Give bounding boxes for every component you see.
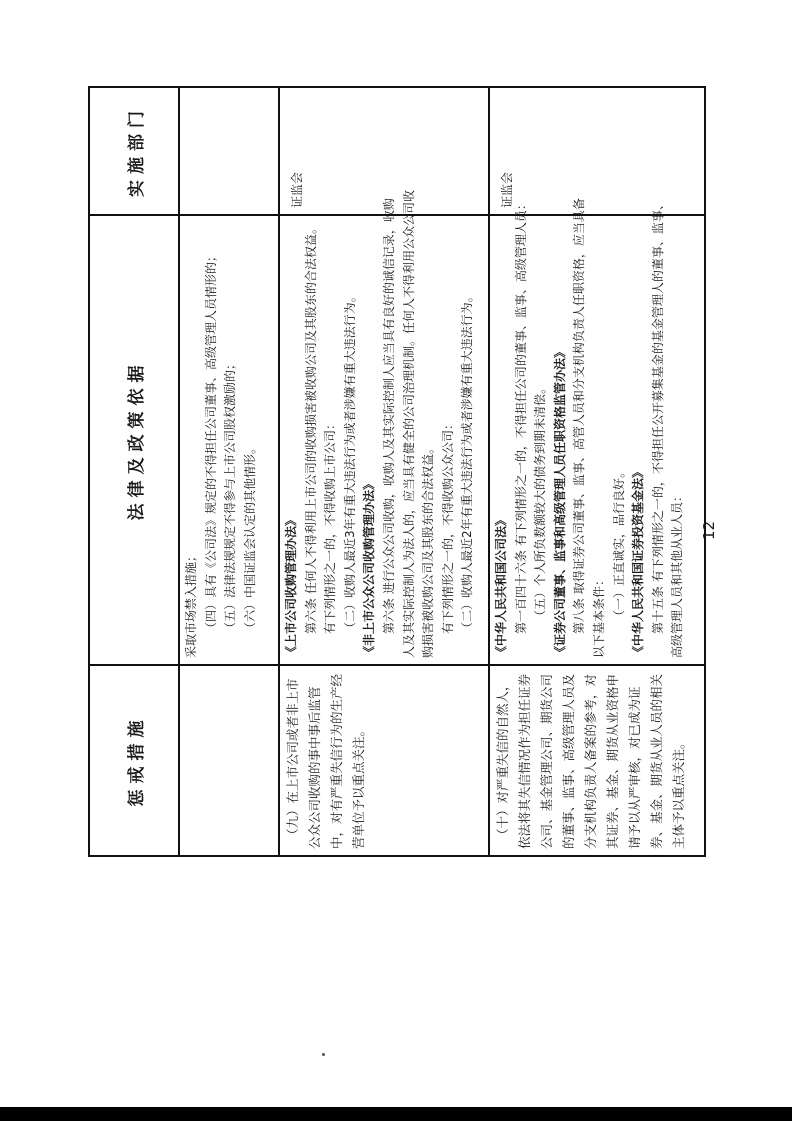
basis-line: （五）法律法规规定不得参与上市公司股权激励的； <box>223 357 238 634</box>
table-row-10 <box>489 87 705 856</box>
cell-basis <box>489 198 705 665</box>
basis-line: 第六条 任何人不得利用上市公司的收购损害被收购公司及其股东的合法权益。 <box>303 222 318 634</box>
basis-line: 高级管理人员和其他从业人员： <box>670 489 685 658</box>
basis-line: （六）中国证监会认定的其他情形。 <box>242 441 257 634</box>
rotated-table-container <box>88 88 686 857</box>
scan-speck <box>322 1053 325 1056</box>
basis-line: 有下列情形之一的，不得收购上市公司： <box>323 417 338 634</box>
law-title: 《非上市公众公司收购管理办法》 <box>362 477 377 658</box>
page-number: 12 <box>700 520 718 540</box>
basis-line: （二）收购人最近2年有重大违法行为或者涉嫌有重大违法行为。 <box>460 290 475 634</box>
basis-line: 第六条 进行公众公司收购，收购人及其实际控制人应当具有良好的诚信记录，收购 <box>381 198 396 634</box>
basis-line: （二）收购人最近3年有重大违法行为或者涉嫌有重大违法行为。 <box>342 290 357 634</box>
law-title: 《证券公司董事、监事和高级管理人员任职资格监管办法》 <box>552 345 567 658</box>
measures-table <box>88 86 706 857</box>
basis-line: 以下基本条件： <box>591 573 606 658</box>
basis-line: 第八条 取得证券公司董事、监事、高管人员和分支机构负责人任职资格，应当具备 <box>572 198 587 634</box>
cell-basis <box>179 215 279 665</box>
basis-line: 人及其实际控制人为法人的，应当具有健全的公司治理机制。任何人不得利用公众公司收 <box>401 189 416 658</box>
header-basis: 法律及政策依据 <box>89 215 179 665</box>
law-title: 《上市公司收购管理办法》 <box>284 513 298 658</box>
header-category: 惩戒措施 <box>89 665 179 856</box>
basis-line: （一）正直诚实，品行良好。 <box>611 465 626 622</box>
basis-line: （五）个人所负数额较大的债务到期未清偿。 <box>533 381 548 622</box>
law-title: 《中华人民共和国公司法》 <box>494 513 508 658</box>
law-title: 《中华人民共和国证券投资基金法》 <box>631 465 646 658</box>
scan-bottom-edge <box>0 1107 792 1121</box>
table-row-continued <box>179 87 279 856</box>
basis-line: 第一百四十六条 有下列情形之一的，不得担任公司的董事、监事、高级管理人员： <box>513 198 528 634</box>
cell-category: （九）在上市公司或者非上市公众公司收购的事中事后监管中，对有严重失信行为的生产经营单位予以重点关注。 <box>279 665 489 856</box>
cell-dept-empty <box>179 87 279 215</box>
cell-dept: 证监会 <box>489 87 705 215</box>
basis-line: 有下列情形之一的，不得收购公众公司： <box>440 417 455 634</box>
header-dept: 实施部门 <box>89 87 179 215</box>
basis-line: 采取市场禁入措施； <box>184 549 198 658</box>
basis-line: 购损害被收购公司及其股东的合法权益。 <box>421 441 436 658</box>
table-row-9 <box>279 87 489 856</box>
basis-line: （四）具有《公司法》规定的不得担任公司董事、高级管理人员情形的； <box>203 249 218 634</box>
cell-dept: 证监会 <box>279 87 489 215</box>
table-header-row <box>89 87 179 856</box>
cell-category: （十）对严重失信的自然人，依法将其失信情况作为担任证券公司、基金管理公司、期货公司的董事、监事、高级管理人员及分支机构负责人备案的参考，对其证券、基金、期货从业资格申请予以从严审核，对已成为证券、基金、期货从业人员的相关主体予以重点关注。 <box>489 665 705 856</box>
cell-category-empty <box>179 665 279 856</box>
basis-line: 第十五条 有下列情形之一的，不得担任公开募集基金的基金管理人的董事、监事、 <box>650 198 665 634</box>
